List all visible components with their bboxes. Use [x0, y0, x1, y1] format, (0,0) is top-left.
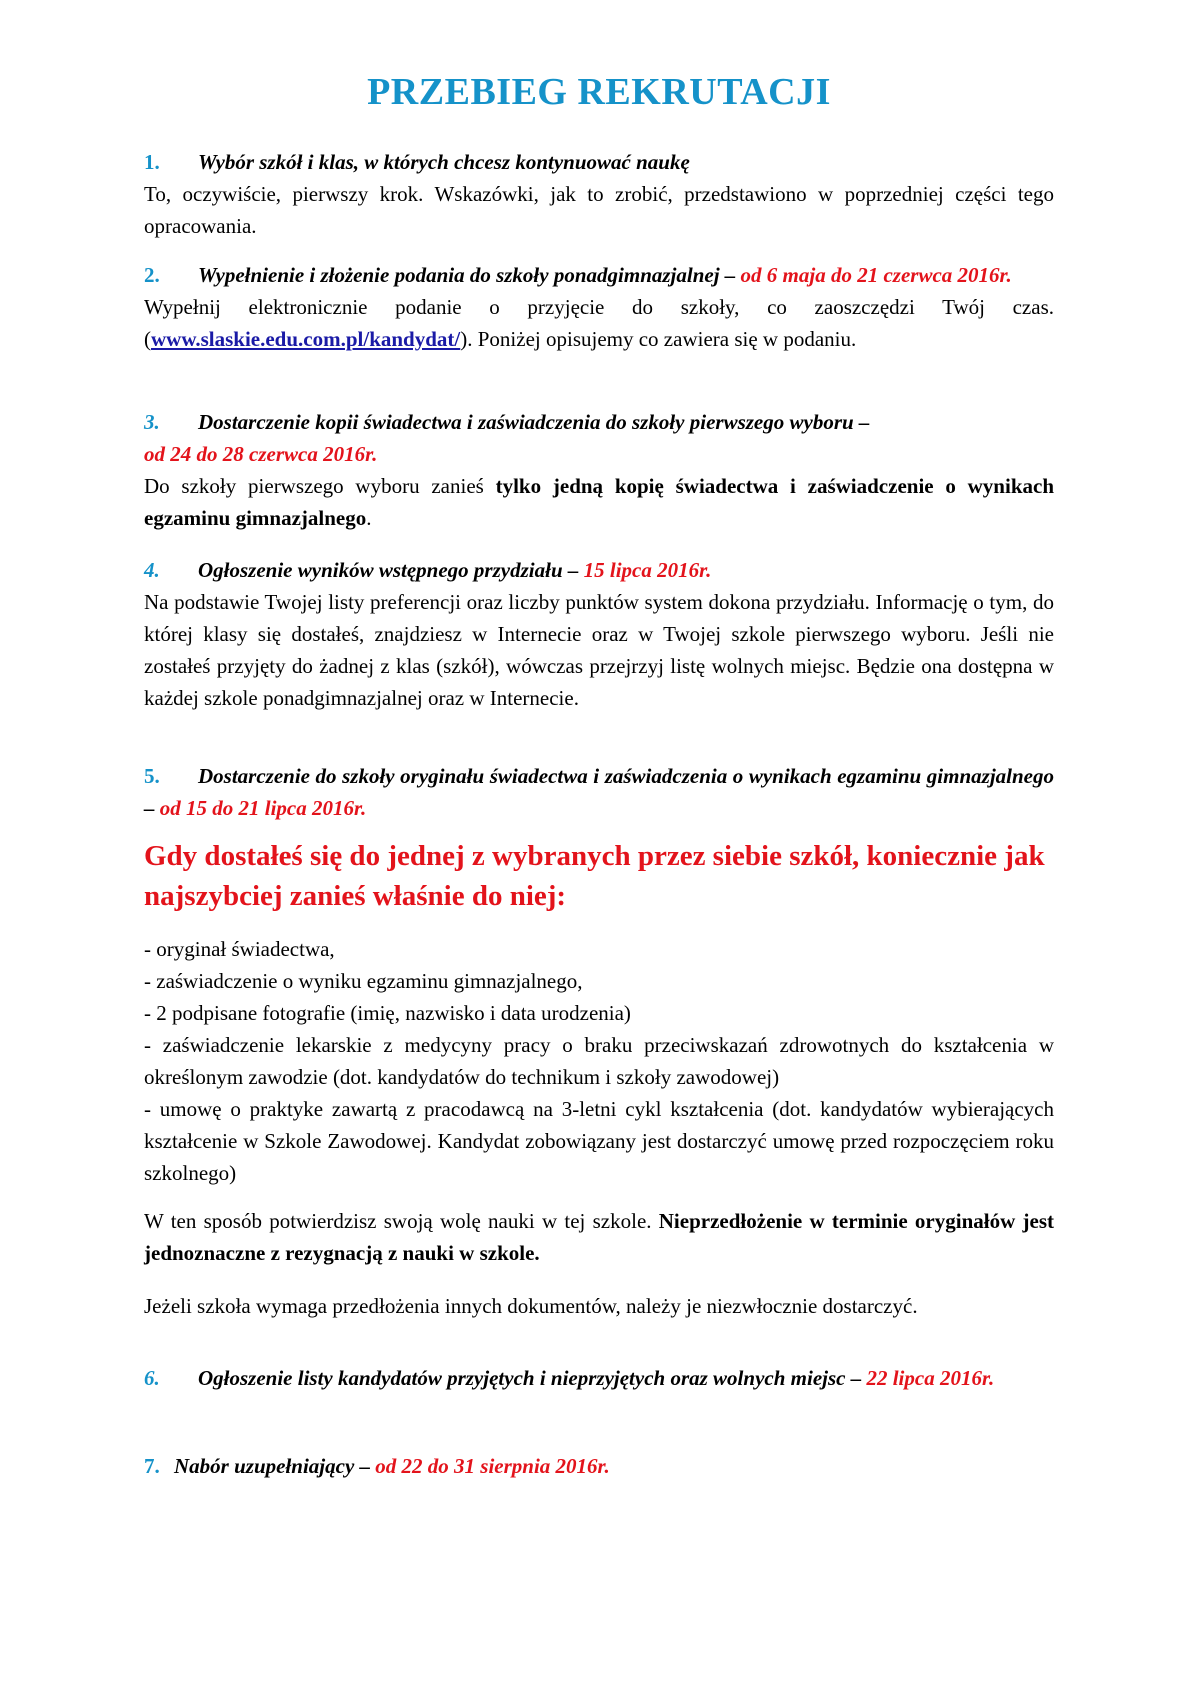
- step-number: 7.: [144, 1454, 160, 1478]
- step-body: To, oczywiście, pierwszy krok. Wskazówki, jak to zrobić, przedstawiono w poprzedniej części tego opracowania.: [144, 182, 1054, 238]
- step-number: 6.: [144, 1366, 160, 1390]
- documents-list: [144, 933, 1054, 1189]
- step-date: od 15 do 21 lipca 2016r.: [159, 796, 367, 820]
- step-heading: 3. Dostarczenie kopii świadectwa i zaświadczenia do szkoły pierwszego wyboru –: [144, 406, 1054, 438]
- step-4: [144, 554, 1054, 714]
- kandydat-link[interactable]: www.slaskie.edu.com.pl/kandydat/: [151, 327, 461, 351]
- step-heading: 6. Ogłoszenie listy kandydatów przyjętych i nieprzyjętych oraz wolnych miejsc – 22 lipca 2016r.: [144, 1362, 1054, 1394]
- step-2: [144, 259, 1054, 355]
- step-body: Do szkoły pierwszego wyboru zanieś tylko jedną kopię świadectwa i zaświadczenie o wynikach egzaminu gimnazjalnego.: [144, 474, 1055, 530]
- step-date: od 22 do 31 sierpnia 2016r.: [375, 1454, 610, 1478]
- step-heading: 4. Ogłoszenie wyników wstępnego przydziału – 15 lipca 2016r.: [144, 554, 1054, 586]
- step-1: [144, 146, 1054, 242]
- step-6: [144, 1362, 1054, 1394]
- step-body: Wypełnij elektronicznie podanie o przyjęcie do szkoły, co zaoszczędzi Twój czas. (www.slaskie.edu.com.pl/kandydat/). Poniżej opisujemy co zawiera się w podaniu.: [144, 295, 1054, 351]
- list-item: - umowę o praktyke zawartą z pracodawcą na 3-letni cykl kształcenia (dot. kandydatów wybierających kształcenie w Szkole Zawodowej. Kandydat zobowiązany jest dostarczyć umowę przed rozpoczęciem roku szkolnego): [144, 1097, 1054, 1185]
- callout-heading: Gdy dostałeś się do jednej z wybranych przez siebie szkół, koniecznie jak najszybciej zanieś właśnie do niej:: [144, 840, 1045, 912]
- list-item: - oryginał świadectwa,: [144, 937, 335, 961]
- step-date: od 6 maja do 21 czerwca 2016r.: [740, 263, 1012, 287]
- page-title: PRZEBIEG REKRUTACJI: [367, 71, 831, 113]
- step-date: 15 lipca 2016r.: [583, 558, 712, 582]
- step-heading: 2. Wypełnienie i złożenie podania do szkoły ponadgimnazjalnej – od 6 maja do 21 czerwca 2016r.: [144, 259, 1054, 291]
- step-heading: 7. Nabór uzupełniający – od 22 do 31 sierpnia 2016r.: [144, 1450, 1054, 1482]
- list-item: - 2 podpisane fotografie (imię, nazwisko i data urodzenia): [144, 1001, 631, 1025]
- step-date: od 24 do 28 czerwca 2016r.: [144, 442, 378, 466]
- step-number: 1.: [144, 150, 160, 174]
- step-5: [144, 760, 1054, 824]
- step-date: 22 lipca 2016r.: [866, 1366, 995, 1390]
- step-number: 4.: [144, 558, 160, 582]
- step-3: [144, 406, 1054, 534]
- step-heading: 5. Dostarczenie do szkoły oryginału świadectwa i zaświadczenia o wynikach egzaminu gimnazjalnego – od 15 do 21 lipca 2016r.: [144, 760, 1054, 824]
- step-number: 3.: [144, 410, 160, 434]
- step-number: 5.: [144, 764, 160, 788]
- list-item: - zaświadczenie lekarskie z medycyny pracy o braku przeciwskazań zdrowotnych do kształcenia w określonym zawodzie (dot. kandydatów do technikum i szkoły zawodowej): [144, 1033, 1054, 1089]
- list-item: - zaświadczenie o wyniku egzaminu gimnazjalnego,: [144, 969, 583, 993]
- confirmation-paragraph: W ten sposób potwierdzisz swoją wolę nauki w tej szkole. Nieprzedłożenie w terminie oryginałów jest jednoznaczne z rezygnacją z nauki w szkole.: [144, 1209, 1054, 1265]
- step-heading: 1. Wybór szkół i klas, w których chcesz kontynuować naukę: [144, 146, 1054, 178]
- other-documents-note: Jeżeli szkoła wymaga przedłożenia innych dokumentów, należy je niezwłocznie dostarczyć.: [144, 1294, 918, 1318]
- step-7: [144, 1450, 1054, 1482]
- step-number: 2.: [144, 263, 160, 287]
- step-body: Na podstawie Twojej listy preferencji oraz liczby punktów system dokona przydziału. Informację o tym, do której klasy się dostałeś, znajdziesz w Internecie oraz w Twojej szkole pierwszego wyboru. Jeśli nie zostałeś przyjęty do żadnej z klas (szkół), wówczas przejrzyj listę wolnych miejsc. Będzie ona dostępna w każdej szkole ponadgimnazjalnej oraz w Internecie.: [144, 590, 1054, 710]
